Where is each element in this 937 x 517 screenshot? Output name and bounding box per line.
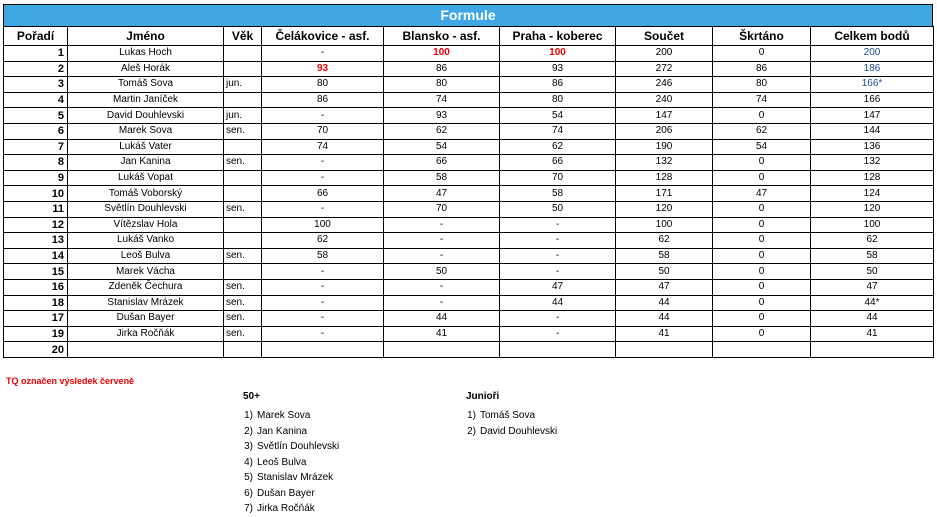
blansko-cell: 58 [384, 170, 500, 186]
total-cell: 240 [616, 92, 713, 108]
blansko-cell [384, 342, 500, 358]
points-cell: 147 [811, 108, 934, 124]
name-cell [68, 342, 224, 358]
header-total: Součet [616, 27, 713, 46]
celakovice-cell: - [262, 155, 384, 171]
celakovice-cell: 66 [262, 186, 384, 202]
points-cell: 120 [811, 201, 934, 217]
list-item-name: Jan Kanina [257, 425, 308, 437]
age-cell [224, 264, 262, 280]
name-cell: Tomáš Sova [68, 77, 224, 93]
name-cell: Leoš Bulva [68, 248, 224, 264]
points-cell: 166* [811, 77, 934, 93]
list-item [243, 470, 339, 486]
dropped-cell [713, 342, 811, 358]
points-cell: 144 [811, 123, 934, 139]
praha-cell: - [500, 311, 616, 327]
points-cell: 58 [811, 248, 934, 264]
rank-cell: 15 [4, 264, 68, 280]
list-item-number: 4) [244, 456, 253, 468]
dropped-cell: 62 [713, 123, 811, 139]
header-praha: Praha - koberec [500, 27, 616, 46]
points-cell [811, 342, 934, 358]
praha-cell: 93 [500, 61, 616, 77]
rank-cell: 17 [4, 311, 68, 327]
list-item [466, 408, 557, 424]
age-cell [224, 217, 262, 233]
celakovice-cell: 62 [262, 233, 384, 249]
rank-cell: 7 [4, 139, 68, 155]
points-cell: 62 [811, 233, 934, 249]
seniors-title: 50+ [243, 391, 260, 402]
table-row [4, 123, 934, 139]
list-item-name: Stanislav Mrázek [257, 472, 334, 483]
dropped-cell: 0 [713, 311, 811, 327]
celakovice-cell: 80 [262, 77, 384, 93]
table-row [4, 170, 934, 186]
list-item [466, 424, 557, 440]
praha-cell: 80 [500, 92, 616, 108]
points-cell: 50 [811, 264, 934, 280]
dropped-cell: 86 [713, 61, 811, 77]
list-item [243, 486, 339, 502]
praha-cell: 54 [500, 108, 616, 124]
praha-cell: 62 [500, 139, 616, 155]
blansko-cell: 54 [384, 139, 500, 155]
blansko-cell: - [384, 279, 500, 295]
juniors-group [466, 391, 557, 439]
praha-cell: 58 [500, 186, 616, 202]
results-body [4, 46, 934, 358]
table-row [4, 201, 934, 217]
total-cell: 120 [616, 201, 713, 217]
age-cell: jun. [224, 77, 262, 93]
blansko-cell: 44 [384, 311, 500, 327]
blansko-cell: - [384, 233, 500, 249]
dropped-cell: 0 [713, 233, 811, 249]
praha-cell: - [500, 326, 616, 342]
praha-cell: 86 [500, 77, 616, 93]
praha-cell: - [500, 248, 616, 264]
age-cell: sen. [224, 279, 262, 295]
blansko-cell: - [384, 217, 500, 233]
points-cell: 44* [811, 295, 934, 311]
total-cell: 206 [616, 123, 713, 139]
name-cell: Lukáš Vanko [68, 233, 224, 249]
total-cell: 58 [616, 248, 713, 264]
blansko-cell: - [384, 295, 500, 311]
results-table [3, 26, 934, 358]
celakovice-cell: - [262, 326, 384, 342]
celakovice-cell: - [262, 108, 384, 124]
list-item-number: 5) [244, 472, 253, 483]
header-dropped: Škrtáno [713, 27, 811, 46]
table-row [4, 233, 934, 249]
praha-cell: 70 [500, 170, 616, 186]
blansko-cell: 74 [384, 92, 500, 108]
blansko-cell: 93 [384, 108, 500, 124]
seniors-list [243, 408, 339, 517]
dropped-cell: 0 [713, 108, 811, 124]
age-cell [224, 139, 262, 155]
praha-cell: - [500, 264, 616, 280]
praha-cell: 100 [500, 46, 616, 62]
praha-cell: 44 [500, 295, 616, 311]
results-sheet [3, 4, 933, 358]
points-cell: 132 [811, 155, 934, 171]
list-item [243, 424, 339, 440]
dropped-cell: 0 [713, 46, 811, 62]
celakovice-cell: 74 [262, 139, 384, 155]
header-age: Věk [224, 27, 262, 46]
table-row [4, 342, 934, 358]
list-item-name: David Douhlevski [480, 425, 558, 437]
dropped-cell: 0 [713, 248, 811, 264]
total-cell: 47 [616, 279, 713, 295]
list-item [243, 501, 339, 517]
blansko-cell: 41 [384, 326, 500, 342]
age-cell [224, 342, 262, 358]
blansko-cell: 62 [384, 123, 500, 139]
praha-cell: 66 [500, 155, 616, 171]
age-cell: sen. [224, 326, 262, 342]
rank-cell: 12 [4, 217, 68, 233]
rank-cell: 16 [4, 279, 68, 295]
points-cell: 44 [811, 311, 934, 327]
total-cell: 200 [616, 46, 713, 62]
total-cell: 132 [616, 155, 713, 171]
celakovice-cell: - [262, 295, 384, 311]
dropped-cell: 0 [713, 170, 811, 186]
blansko-cell: 50 [384, 264, 500, 280]
praha-cell: 74 [500, 123, 616, 139]
celakovice-cell: 58 [262, 248, 384, 264]
blansko-cell: 80 [384, 77, 500, 93]
celakovice-cell: - [262, 264, 384, 280]
celakovice-cell: 93 [262, 61, 384, 77]
dropped-cell: 0 [713, 264, 811, 280]
list-item-name: Dušan Bayer [257, 487, 315, 499]
table-row [4, 279, 934, 295]
header-blansko: Blansko - asf. [384, 27, 500, 46]
name-cell: Zdeněk Čechura [68, 279, 224, 295]
list-item-number: 6) [244, 487, 253, 499]
total-cell: 41 [616, 326, 713, 342]
dropped-cell: 0 [713, 279, 811, 295]
seniors-group [243, 391, 339, 517]
total-cell: 44 [616, 311, 713, 327]
points-cell: 41 [811, 326, 934, 342]
table-row [4, 108, 934, 124]
name-cell: Jan Kanina [68, 155, 224, 171]
dropped-cell: 74 [713, 92, 811, 108]
celakovice-cell: - [262, 311, 384, 327]
list-item-name: Jirka Ročňák [257, 503, 315, 514]
praha-cell [500, 342, 616, 358]
age-cell [224, 233, 262, 249]
name-cell: Marek Vácha [68, 264, 224, 280]
rank-cell: 18 [4, 295, 68, 311]
list-item-number: 2) [244, 425, 253, 437]
table-row [4, 217, 934, 233]
total-cell: 50 [616, 264, 713, 280]
praha-cell: 50 [500, 201, 616, 217]
dropped-cell: 80 [713, 77, 811, 93]
table-row [4, 77, 934, 93]
blansko-cell: - [384, 248, 500, 264]
celakovice-cell: - [262, 279, 384, 295]
name-cell: Vítězslav Hola [68, 217, 224, 233]
total-cell: 171 [616, 186, 713, 202]
list-item-number: 7) [244, 503, 253, 514]
list-item-name: Světlín Douhlevski [257, 441, 340, 452]
points-cell: 186 [811, 61, 934, 77]
header-points: Celkem bodů [811, 27, 934, 46]
points-cell: 47 [811, 279, 934, 295]
points-cell: 100 [811, 217, 934, 233]
age-cell [224, 61, 262, 77]
celakovice-cell: - [262, 201, 384, 217]
age-cell: sen. [224, 123, 262, 139]
celakovice-cell: 100 [262, 217, 384, 233]
celakovice-cell: - [262, 170, 384, 186]
blansko-cell: 86 [384, 61, 500, 77]
points-cell: 200 [811, 46, 934, 62]
name-cell: Marek Sova [68, 123, 224, 139]
name-cell: Lukas Hoch [68, 46, 224, 62]
blansko-cell: 47 [384, 186, 500, 202]
list-item-name: Tomáš Sova [480, 410, 536, 421]
total-cell: 246 [616, 77, 713, 93]
juniors-title: Junioři [466, 391, 500, 402]
rank-cell: 1 [4, 46, 68, 62]
list-item-name: Marek Sova [257, 410, 311, 421]
name-cell: David Douhlevski [68, 108, 224, 124]
header-celakovice: Čelákovice - asf. [262, 27, 384, 46]
name-cell: Dušan Bayer [68, 311, 224, 327]
highlight-note: TQ označen výsledek červeně [6, 376, 135, 386]
rank-cell: 10 [4, 186, 68, 202]
rank-cell: 19 [4, 326, 68, 342]
total-cell: 128 [616, 170, 713, 186]
praha-cell: - [500, 233, 616, 249]
age-cell [224, 46, 262, 62]
rank-cell: 2 [4, 61, 68, 77]
list-item [243, 439, 339, 455]
blansko-cell: 100 [384, 46, 500, 62]
dropped-cell: 54 [713, 139, 811, 155]
table-row [4, 155, 934, 171]
name-cell: Tomáš Voborský [68, 186, 224, 202]
total-cell [616, 342, 713, 358]
table-row [4, 326, 934, 342]
age-cell: sen. [224, 201, 262, 217]
table-row [4, 139, 934, 155]
blansko-cell: 70 [384, 201, 500, 217]
celakovice-cell: 86 [262, 92, 384, 108]
rank-cell: 3 [4, 77, 68, 93]
header-name: Jméno [68, 27, 224, 46]
celakovice-cell: 70 [262, 123, 384, 139]
name-cell: Aleš Horák [68, 61, 224, 77]
name-cell: Stanislav Mrázek [68, 295, 224, 311]
table-row [4, 264, 934, 280]
name-cell: Lukáš Vater [68, 139, 224, 155]
name-cell: Jirka Ročňák [68, 326, 224, 342]
rank-cell: 14 [4, 248, 68, 264]
name-cell: Martin Janíček [68, 92, 224, 108]
celakovice-cell [262, 342, 384, 358]
dropped-cell: 0 [713, 217, 811, 233]
total-cell: 147 [616, 108, 713, 124]
total-cell: 272 [616, 61, 713, 77]
list-item [243, 408, 339, 424]
dropped-cell: 0 [713, 326, 811, 342]
rank-cell: 4 [4, 92, 68, 108]
points-cell: 128 [811, 170, 934, 186]
list-item-number: 3) [244, 441, 253, 452]
table-row [4, 295, 934, 311]
table-row [4, 311, 934, 327]
header-row [4, 27, 934, 46]
celakovice-cell: - [262, 46, 384, 62]
rank-cell: 8 [4, 155, 68, 171]
list-item-name: Leoš Bulva [257, 456, 307, 468]
name-cell: Světlín Douhlevski [68, 201, 224, 217]
sheet-title: Formule [3, 4, 933, 26]
total-cell: 100 [616, 217, 713, 233]
rank-cell: 20 [4, 342, 68, 358]
points-cell: 166 [811, 92, 934, 108]
points-cell: 136 [811, 139, 934, 155]
rank-cell: 5 [4, 108, 68, 124]
praha-cell: 47 [500, 279, 616, 295]
list-item [243, 455, 339, 471]
dropped-cell: 0 [713, 201, 811, 217]
table-row [4, 92, 934, 108]
dropped-cell: 0 [713, 295, 811, 311]
header-rank: Pořadí [4, 27, 68, 46]
age-cell [224, 170, 262, 186]
rank-cell: 9 [4, 170, 68, 186]
total-cell: 62 [616, 233, 713, 249]
list-item-number: 1) [244, 410, 253, 421]
points-cell: 124 [811, 186, 934, 202]
age-cell [224, 186, 262, 202]
praha-cell: - [500, 217, 616, 233]
rank-cell: 6 [4, 123, 68, 139]
age-cell: jun. [224, 108, 262, 124]
age-cell: sen. [224, 155, 262, 171]
dropped-cell: 47 [713, 186, 811, 202]
name-cell: Lukáš Vopat [68, 170, 224, 186]
table-row [4, 46, 934, 62]
total-cell: 44 [616, 295, 713, 311]
list-item-number: 2) [467, 425, 476, 437]
age-cell [224, 92, 262, 108]
table-row [4, 186, 934, 202]
age-cell: sen. [224, 311, 262, 327]
rank-cell: 13 [4, 233, 68, 249]
juniors-list [466, 408, 557, 439]
age-cell: sen. [224, 295, 262, 311]
list-item-number: 1) [467, 410, 476, 421]
blansko-cell: 66 [384, 155, 500, 171]
dropped-cell: 0 [713, 155, 811, 171]
table-row [4, 61, 934, 77]
table-row [4, 248, 934, 264]
rank-cell: 11 [4, 201, 68, 217]
total-cell: 190 [616, 139, 713, 155]
age-cell: sen. [224, 248, 262, 264]
